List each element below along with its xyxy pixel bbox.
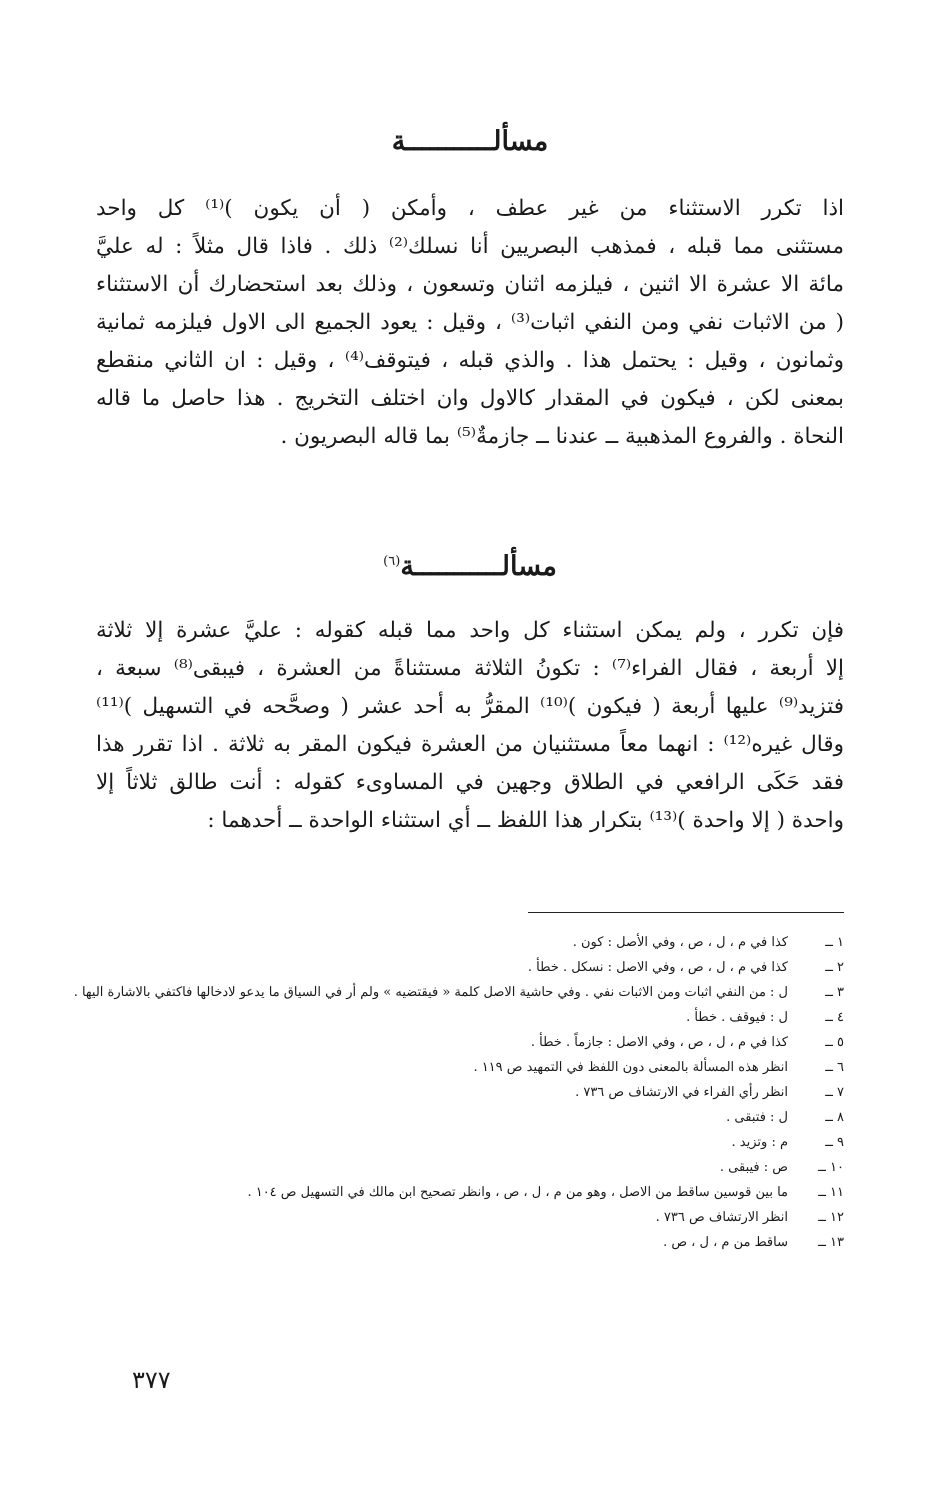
page-number: ٣٧٧ <box>132 1366 171 1394</box>
text-line: اذا تكرر الاستثناء من غير عطف ، وأمكن ( أن يكون )⁽¹⁾ كل واحد <box>96 196 844 221</box>
paragraph-2 <box>96 612 844 840</box>
footnote-text: ل : من النفي اثبات ومن الاثبات نفي . وفي حاشية الاصل كلمة « فيقتضيه » ولم أر في السياق ما يدعو لادخالها فاكتفي بالاشارة اليها . <box>73 985 788 1000</box>
footnote-text: كذا في م ، ل ، ص ، وفي الاصل : جازماً . خطأ . <box>530 1035 788 1050</box>
footnote-text: ما بين قوسين ساقط من الاصل ، وهو من م ، ل ، ص ، وانظر تصحيح ابن مالك في التسهيل ص ١٠٤ . <box>247 1185 788 1200</box>
footnote <box>60 1155 844 1180</box>
footnote <box>60 1080 844 1105</box>
footnote-number: ٤ ــ <box>825 1010 844 1025</box>
footnote-text: انظر الارتشاف ص ٧٣٦ . <box>655 1210 788 1225</box>
text-line: فإن تكرر ، ولم يمكن استثناء كل واحد مما قبله كقوله : عليَّ عشرة إلا ثلاثة <box>96 618 844 643</box>
footnote <box>60 1005 844 1030</box>
footnote-number: ٩ ــ <box>825 1135 844 1150</box>
footnote <box>60 930 844 955</box>
footnote-text: كذا في م ، ل ، ص ، وفي الاصل : نسكل . خطأ . <box>527 960 788 975</box>
text-line: وثمانون ، وقيل : يحتمل هذا . والذي قبله ، فيتوقف⁽⁴⁾ ، وقيل : ان الثاني منقطع <box>96 348 844 373</box>
footnote-number: ١١ ــ <box>818 1185 844 1200</box>
footnote-text: ص : فيبقى . <box>719 1160 788 1175</box>
footnote-text: انظر رأي الفراء في الارتشاف ص ٧٣٦ . <box>575 1085 788 1100</box>
footnote-number: ١٠ ــ <box>818 1160 844 1175</box>
footnote <box>60 1130 844 1155</box>
footnote <box>60 1205 844 1230</box>
footnote <box>60 1230 844 1255</box>
footnote-text: كذا في م ، ل ، ص ، وفي الأصل : كون . <box>572 935 788 950</box>
footnote-number: ٣ ــ <box>825 985 844 1000</box>
text-line: مستثنى مما قبله ، فمذهب البصريين أنا نسلك⁽²⁾ ذلك . فاذا قال مثلاً : له عليَّ <box>96 234 844 259</box>
footnote-text: ساقط من م ، ل ، ص . <box>663 1235 788 1250</box>
footnote-number: ٢ ــ <box>825 960 844 975</box>
footnote-divider <box>528 912 844 913</box>
heading-text: مسألـــــــــــة <box>391 126 549 157</box>
heading-footnote-marker: (٦) <box>383 554 401 569</box>
footnote <box>60 1180 844 1205</box>
footnote-text: ل : فيوقف . خطأ . <box>686 1010 788 1025</box>
footnote <box>60 1055 844 1080</box>
text-line: النحاة . والفروع المذهبية ــ عندنا ــ جازمةٌ⁽⁵⁾ بما قاله البصريون . <box>280 424 844 449</box>
footnote <box>60 1030 844 1055</box>
text-line: فتزيد⁽⁹⁾ عليها أربعة ( فيكون )⁽¹⁰⁾ المقرُّ به أحد عشر ( وصحَّحه في التسهيل )⁽¹¹⁾ <box>96 694 844 719</box>
footnote <box>60 955 844 980</box>
text-line: مائة الا عشرة الا اثنين ، فيلزمه اثنان وتسعون ، وذلك بعد استحضارك أن الاستثناء <box>96 272 844 297</box>
footnote-number: ٦ ــ <box>825 1060 844 1075</box>
footnote-number: ١ ــ <box>825 935 844 950</box>
footnote-number: ٨ ــ <box>825 1110 844 1125</box>
text-line: بمعنى لكن ، فيكون في المقدار كالاول وان اختلف التخريج . هذا حاصل ما قاله <box>96 386 844 411</box>
footnote-number: ١٣ ــ <box>818 1235 844 1250</box>
text-line: وقال غيره⁽¹²⁾ : انهما معاً مستثنيان من العشرة فيكون المقر به ثلاثة . اذا تقرر هذا <box>96 732 844 757</box>
footnote <box>60 980 844 1005</box>
text-line: فقد حَكَى الرافعي في الطلاق وجهين في المساوىء كقوله : أنت طالق ثلاثاً إلا <box>96 770 844 795</box>
text-line: واحدة ( إلا واحدة )⁽¹³⁾ بتكرار هذا اللفظ ــ أي استثناء الواحدة ــ أحدهما : <box>207 808 844 833</box>
paragraph-1 <box>96 190 844 456</box>
footnote-number: ١٢ ــ <box>818 1210 844 1225</box>
footnote <box>60 1105 844 1130</box>
footnote-number: ٥ ــ <box>825 1035 844 1050</box>
footnote-number: ٧ ــ <box>825 1085 844 1100</box>
footnotes-list <box>60 930 844 1255</box>
footnote-text: ل : فتبقى . <box>726 1110 788 1125</box>
section-heading-2 <box>0 553 940 580</box>
text-line: إلا أربعة ، فقال الفراء⁽⁷⁾ : تكونُ الثلاثة مستثناةً من العشرة ، فيبقى⁽⁸⁾ سبعة ، <box>96 656 844 681</box>
section-heading-1 <box>0 128 940 155</box>
text-line: ( من الاثبات نفي ومن النفي اثبات⁽³⁾ ، وقيل : يعود الجميع الى الاول فيلزمه ثمانية <box>96 310 844 335</box>
footnote-text: انظر هذه المسألة بالمعنى دون اللفظ في التمهيد ص ١١٩ . <box>473 1060 788 1075</box>
footnote-text: م : وتزيد . <box>731 1135 788 1150</box>
heading-text: مسألـــــــــــة <box>400 551 557 582</box>
